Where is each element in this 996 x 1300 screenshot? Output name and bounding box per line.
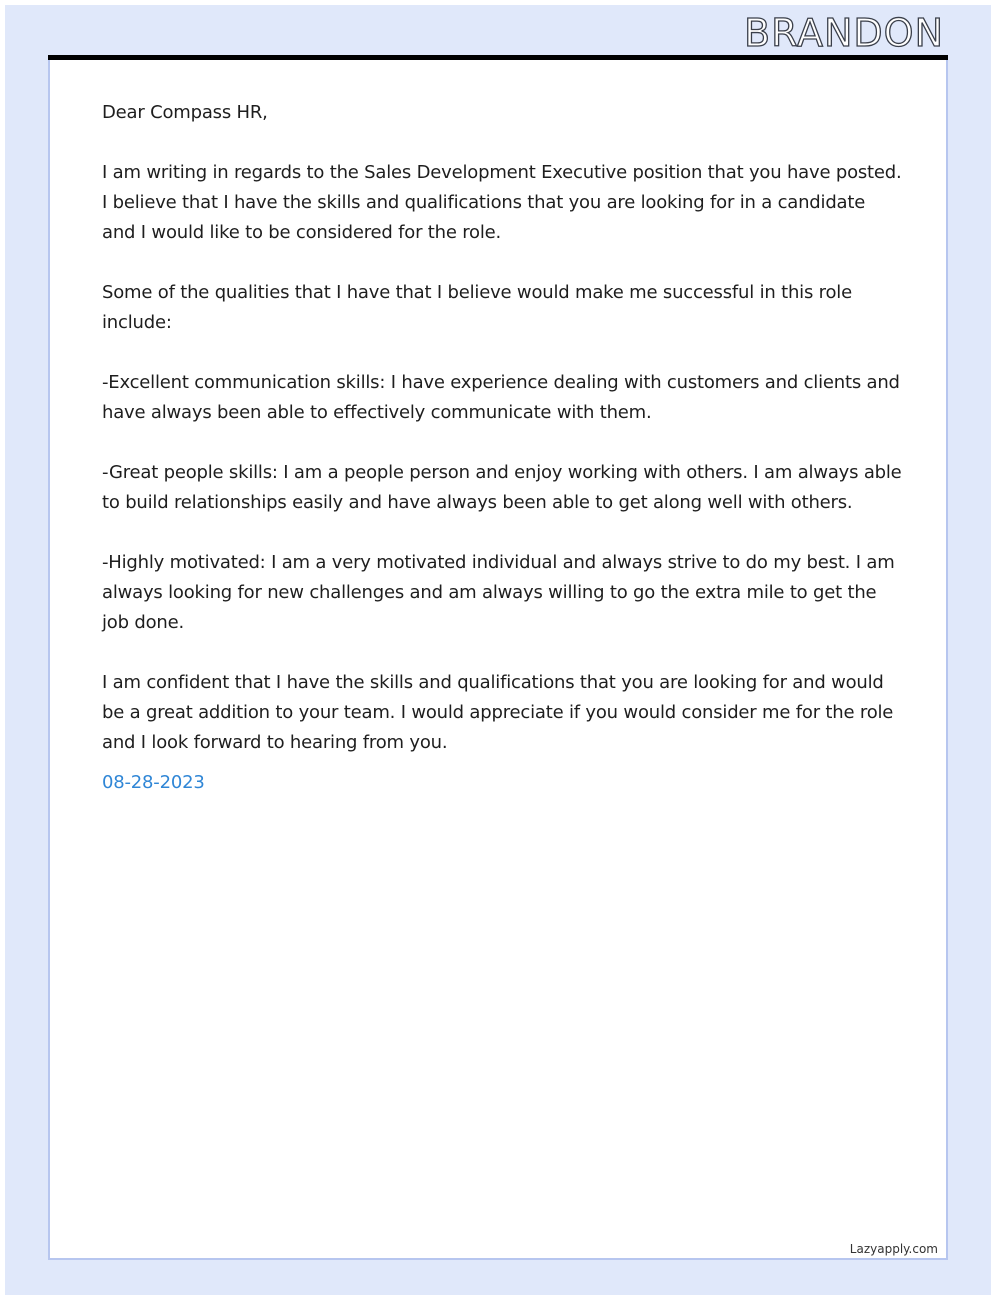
paragraph-intro: I am writing in regards to the Sales Development Executive position that you have posted. I believe that I have the skills and qualifications that you are looking for in a candidate and I would like to be considered for the role.: [102, 162, 902, 243]
letter-page: [48, 60, 948, 1260]
bullet-communication: -Excellent communication skills: I have experience dealing with customers and clients and have always been able to effectively communicate with them.: [102, 372, 900, 423]
salutation: Dear Compass HR,: [102, 102, 268, 123]
letter-body: [102, 98, 902, 798]
paragraph-closing: I am confident that I have the skills and qualifications that you are looking for and would be a great addition to your team. I would appreciate if you would consider me for the role and I look forward to hearing from you.: [102, 672, 894, 753]
bullet-motivated: -Highly motivated: I am a very motivated individual and always strive to do my best. I am always looking for new challenges and am always willing to go the extra mile to get the job done.: [102, 552, 895, 633]
letter-date: 08-28-2023: [102, 772, 205, 793]
bullet-people-skills: -Great people skills: I am a people person and enjoy working with others. I am always able to build relationships easily and have always been able to get along well with others.: [102, 462, 902, 513]
applicant-name: BRANDON: [744, 11, 944, 55]
footer-watermark: Lazyapply.com: [849, 1242, 938, 1256]
paragraph-qualities: Some of the qualities that I have that I believe would make me successful in this role include:: [102, 282, 852, 333]
